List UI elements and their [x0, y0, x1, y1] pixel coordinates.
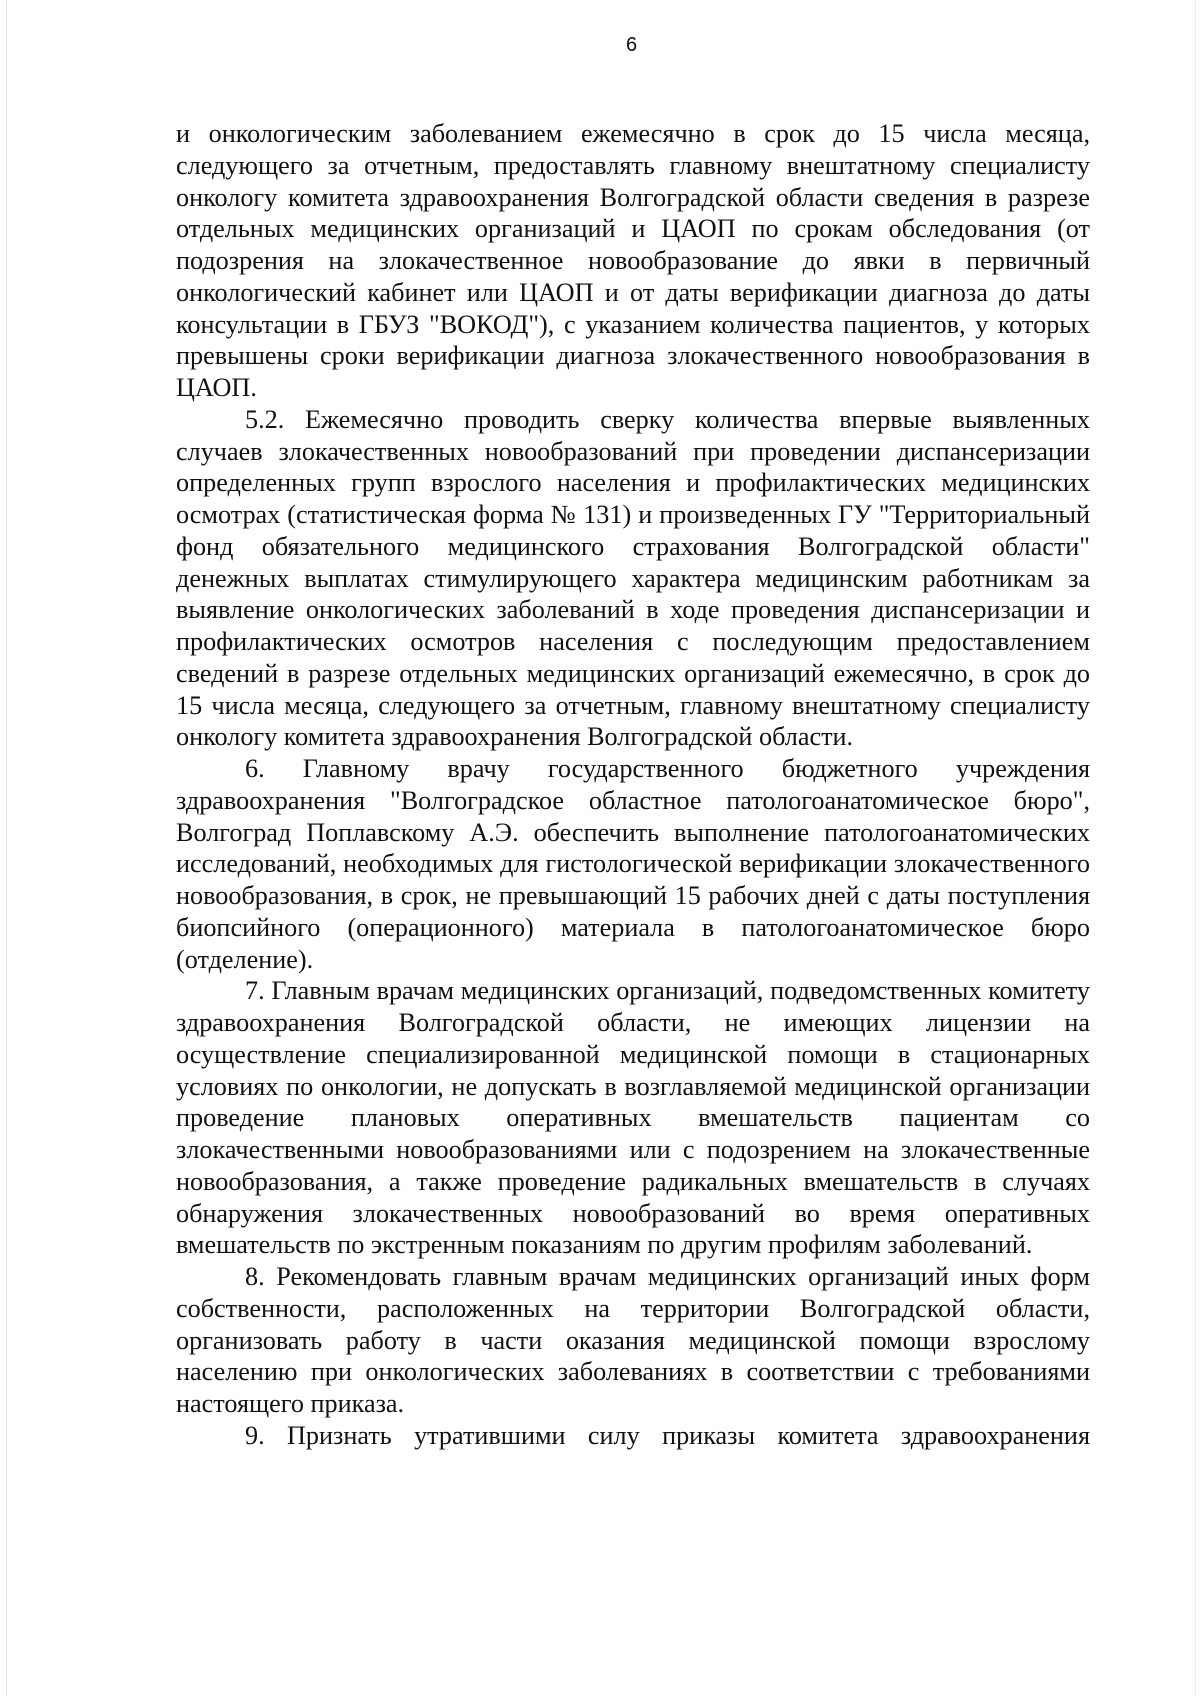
scan-edge-right [1195, 0, 1196, 1696]
document-body [176, 118, 1090, 1452]
paragraph-5-2: 5.2. Ежемесячно проводить сверку количества впервые выявленных случаев злокачественных новообразований при проведении диспансеризации определенных групп взрослого населения и профилактических медицинских осмотрах (статистическая форма № 131) и произведенных ГУ "Территориальный фонд обязательного медицинского страхования Волгоградской области" денежных выплатах стимулирующего характера медицинским работникам за выявление онкологических заболеваний в ходе проведения диспансеризации и профилактических осмотров населения с последующим предоставлением сведений в разрезе отдельных медицинских организаций ежемесячно, в срок до 15 числа месяца, следующего за отчетным, главному внештатному специалисту онкологу комитета здравоохранения Волгоградской области. [176, 404, 1090, 752]
page-number: 6 [625, 34, 638, 56]
paragraph-continuation: и онкологическим заболеванием ежемесячно в срок до 15 числа месяца, следующего за отчетным, предоставлять главному внештатному специалисту онкологу комитета здравоохранения Волгоградской области сведения в разрезе отдельных медицинских организаций и ЦАОП по срокам обследования (от подозрения на злокачественное новообразование до явки в первичный онкологический кабинет или ЦАОП и от даты верификации диагноза до даты консультации в ГБУЗ "ВОКОД"), с указанием количества пациентов, у которых превышены сроки верификации диагноза злокачественного новообразования в ЦАОП. [176, 119, 1090, 402]
paragraph-8: 8. Рекомендовать главным врачам медицинских организаций иных форм собственности, расположенных на территории Волгоградской области, организовать работу в части оказания медицинской помощи взрослому населению при онкологических заболеваниях в соответствии с требованиями настоящего приказа. [176, 1262, 1090, 1418]
paragraph-6: 6. Главному врачу государственного бюджетного учреждения здравоохранения "Волгоградское областное патологоанатомическое бюро", Волгоград Поплавскому А.Э. обеспечить выполнение патологоанатомических исследований, необходимых для гистологической верификации злокачественного новообразования, в срок, не превышающий 15 рабочих дней с даты поступления биопсийного (операционного) материала в патологоанатомическое бюро (отделение). [176, 754, 1090, 974]
paragraph-7: 7. Главным врачам медицинских организаций, подведомственных комитету здравоохранения Волгоградской области, не имеющих лицензии на осуществление специализированной медицинской помощи в стационарных условиях по онкологии, не допускать в возглавляемой медицинской организации проведение плановых оперативных вмешательств пациентам со злокачественными новообразованиями или с подозрением на злокачественные новообразования, а также проведение радикальных вмешательств в случаях обнаружения злокачественных новообразований во время оперативных вмешательств по экстренным показаниям по другим профилям заболеваний. [176, 976, 1090, 1260]
scan-edge-left [6, 0, 7, 1696]
paragraph-9: 9. Признать утратившими силу приказы комитета здравоохранения [245, 1420, 1090, 1450]
